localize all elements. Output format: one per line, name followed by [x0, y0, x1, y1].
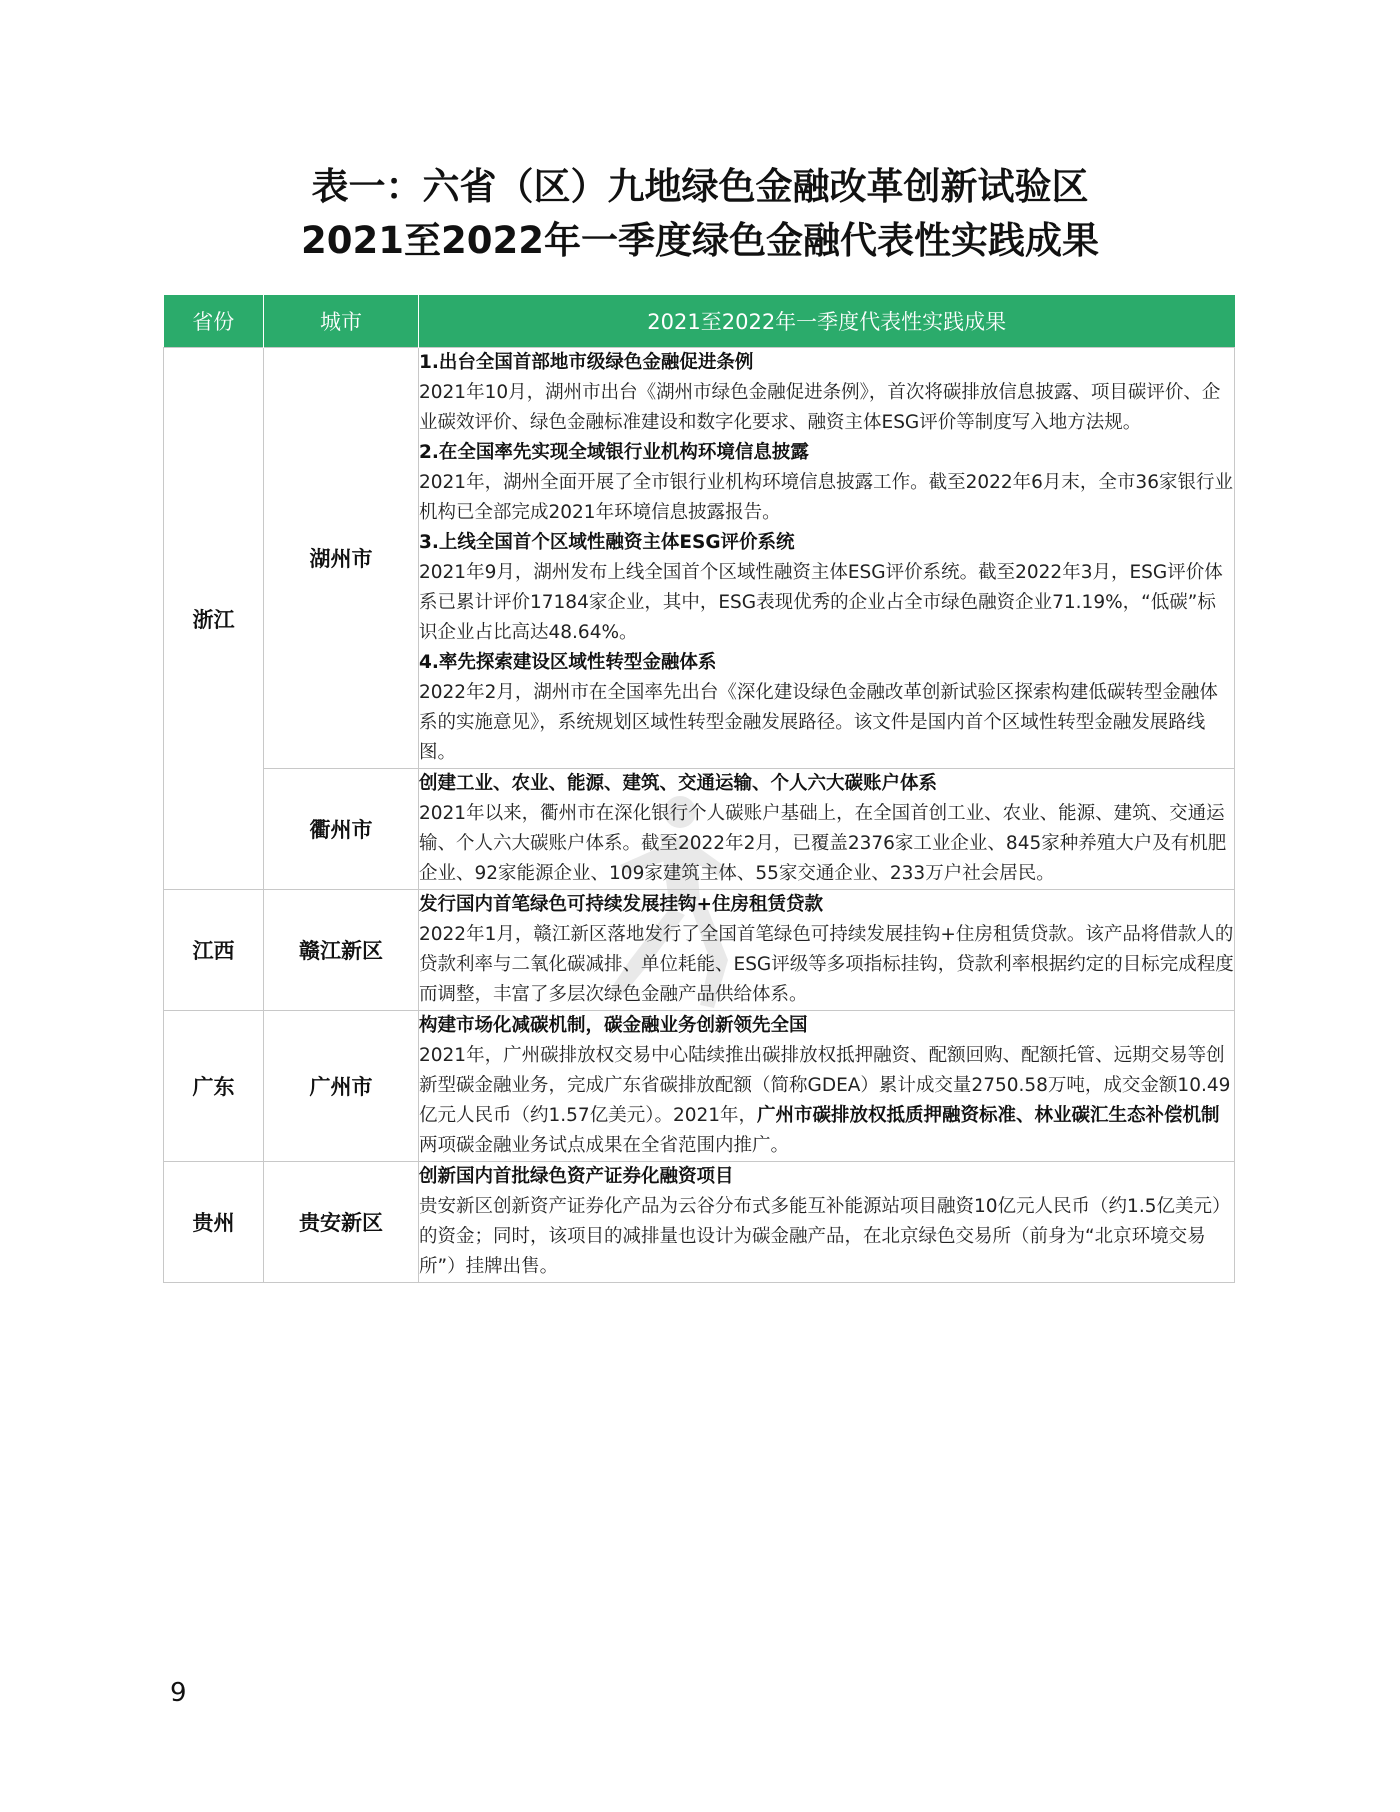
results-cell: [419, 1162, 1235, 1283]
item-body: 2022年1月，赣江新区落地发行了全国首笔绿色可持续发展挂钩+住房租赁贷款。该产品将借款人的贷款利率与二氧化碳减排、单位耗能、ESG评级等多项指标挂钩，贷款利率根据约定的目标完成程度而调整，丰富了多层次绿色金融产品供给体系。: [419, 924, 1234, 1005]
item-title: 创新国内首批绿色资产证券化融资项目: [419, 1166, 734, 1187]
item-body-emphasis: 广州市碳排放权抵质押融资标准、林业碳汇生态补偿机制: [757, 1105, 1220, 1126]
results-cell: [419, 1011, 1235, 1162]
page-title: [0, 160, 1400, 268]
item-body: 贵安新区创新资产证券化产品为云谷分布式多能互补能源站项目融资10亿元人民币（约1.5亿美元）的资金；同时，该项目的减排量也设计为碳金融产品，在北京绿色交易所（前身为“北京环境交易所”）挂牌出售。: [419, 1196, 1231, 1277]
table-header-row: [164, 295, 1235, 348]
item-title: 3.上线全国首个区域性融资主体ESG评价系统: [419, 532, 795, 553]
title-line-1: 表一：六省（区）九地绿色金融改革创新试验区: [311, 165, 1089, 208]
province-cell: 贵州: [164, 1162, 264, 1283]
province-cell: 江西: [164, 890, 264, 1011]
table-row: [164, 890, 1235, 1011]
table-row: [164, 769, 1235, 890]
item-title: 创建工业、农业、能源、建筑、交通运输、个人六大碳账户体系: [419, 773, 938, 794]
city-cell: 赣江新区: [264, 890, 419, 1011]
practice-results-table: [163, 295, 1235, 1283]
item-body: 2022年2月，湖州市在全国率先出台《深化建设绿色金融改革创新试验区探索构建低碳转型金融体系的实施意见》，系统规划区域性转型金融发展路径。该文件是国内首个区域性转型金融发展路线图。: [419, 682, 1218, 763]
title-line-2: 2021至2022年一季度绿色金融代表性实践成果: [301, 219, 1099, 262]
item-body: [419, 1041, 1234, 1161]
province-cell: 广东: [164, 1011, 264, 1162]
table-row: [164, 1011, 1235, 1162]
city-cell: 湖州市: [264, 348, 419, 769]
item-title: 4.率先探索建设区域性转型金融体系: [419, 652, 717, 673]
item-body-tail: 两项碳金融业务试点成果在全省范围内推广。: [419, 1135, 790, 1156]
city-cell: 贵安新区: [264, 1162, 419, 1283]
table-row: [164, 1162, 1235, 1283]
header-city: 城市: [264, 295, 419, 348]
item-body: 2021年10月，湖州市出台《湖州市绿色金融促进条例》，首次将碳排放信息披露、项目碳评价、企业碳效评价、绿色金融标准建设和数字化要求、融资主体ESG评价等制度写入地方法规。: [419, 382, 1221, 433]
header-results: 2021至2022年一季度代表性实践成果: [419, 295, 1235, 348]
page-number: 9: [170, 1678, 187, 1708]
item-body: 2021年，湖州全面开展了全市银行业机构环境信息披露工作。截至2022年6月末，全市36家银行业机构已全部完成2021年环境信息披露报告。: [419, 472, 1233, 523]
table-row: [164, 348, 1235, 769]
item-title: 发行国内首笔绿色可持续发展挂钩+住房租赁贷款: [419, 894, 824, 915]
results-cell: [419, 769, 1235, 890]
item-body: 2021年9月，湖州发布上线全国首个区域性融资主体ESG评价系统。截至2022年3月，ESG评价体系已累计评价17184家企业，其中，ESG表现优秀的企业占全市绿色融资企业71.19%，“低碳”标识企业占比高达48.64%。: [419, 562, 1223, 643]
results-cell: [419, 890, 1235, 1011]
item-body: 2021年以来，衢州市在深化银行个人碳账户基础上，在全国首创工业、农业、能源、建筑、交通运输、个人六大碳账户体系。截至2022年2月，已覆盖2376家工业企业、845家种养殖大户及有机肥企业、92家能源企业、109家建筑主体、55家交通企业、233万户社会居民。: [419, 803, 1227, 884]
results-cell: [419, 348, 1235, 769]
header-province: 省份: [164, 295, 264, 348]
province-cell: 浙江: [164, 348, 264, 890]
city-cell: 广州市: [264, 1011, 419, 1162]
item-title: 构建市场化减碳机制，碳金融业务创新领先全国: [419, 1015, 808, 1036]
item-title: 2.在全国率先实现全域银行业机构环境信息披露: [419, 442, 809, 463]
item-title: 1.出台全国首部地市级绿色金融促进条例: [419, 352, 754, 373]
city-cell: 衢州市: [264, 769, 419, 890]
item-body-text: 2021年，广州碳排放权交易中心陆续推出碳排放权抵押融资、配额回购、配额托管、远期交易等创新型碳金融业务，完成广东省碳排放配额（简称GDEA）累计成交量2750.58万吨，成交金额10.49亿元人民币（约1.57亿美元）。2021年，: [419, 1045, 1231, 1126]
